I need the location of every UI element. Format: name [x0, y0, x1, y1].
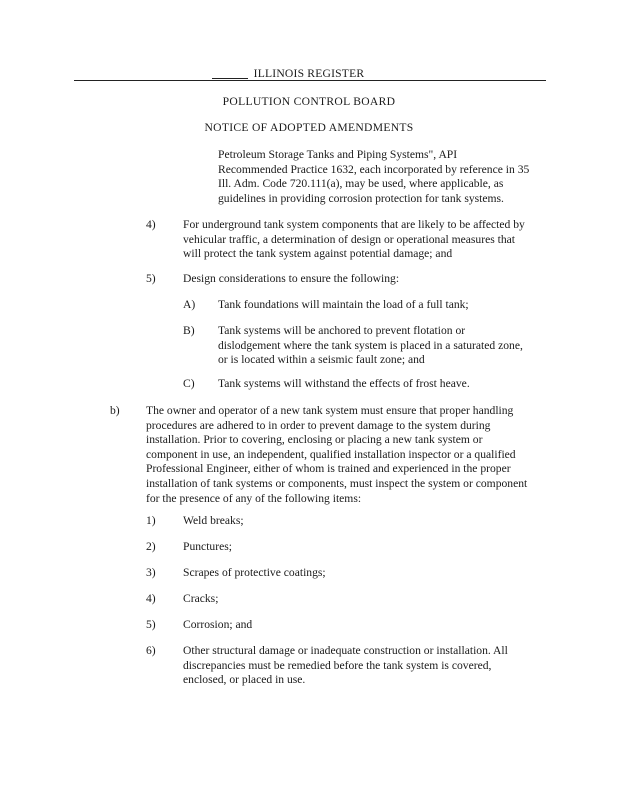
- intro-paragraph: [218, 148, 529, 206]
- item-4-line: For underground tank system components that are likely to be affected by: [183, 218, 525, 231]
- section-b-line: installation of tank systems or components, must inspect the system or component: [146, 476, 528, 490]
- item-5-label: 5): [146, 272, 156, 285]
- section-b-line: Professional Engineer, either of whom is trained and experienced in the proper: [146, 462, 511, 476]
- section-b-line: The owner and operator of a new tank system must ensure that proper handling: [146, 404, 514, 417]
- item-4-label: 4): [146, 218, 156, 231]
- intro-line: Recommended Practice 1632, each incorporated by reference in 35: [218, 162, 530, 176]
- sub-c-text: Tank systems will withstand the effects of frost heave.: [218, 377, 470, 390]
- board-title: POLLUTION CONTROL BOARD: [222, 95, 396, 108]
- list-item-6-label: 6): [146, 644, 156, 657]
- sub-a-text: Tank foundations will maintain the load of a full tank;: [218, 298, 469, 311]
- item-6-line: discrepancies must be remedied before the tank system is covered,: [183, 658, 492, 672]
- list-item-4-label: 4): [146, 592, 156, 605]
- section-b-line: component in use, an independent, qualified installation inspector or a qualified: [146, 447, 516, 461]
- sub-a-label: A): [183, 298, 196, 311]
- header-tick-rule: [212, 78, 248, 79]
- list-item-3-text: Scrapes of protective coatings;: [183, 566, 326, 579]
- sub-b-text: [218, 324, 523, 368]
- section-b-line: for the presence of any of the following items:: [146, 491, 362, 505]
- item-5-text: Design considerations to ensure the following:: [183, 272, 400, 285]
- intro-line: Petroleum Storage Tanks and Piping Systems", API: [218, 148, 458, 161]
- item-4-line: will protect the tank system against potential damage; and: [183, 247, 453, 261]
- sub-b-line: or is located within a seismic fault zone; and: [218, 353, 425, 367]
- item-6-line: Other structural damage or inadequate construction or installation. All: [183, 644, 508, 657]
- intro-line: Ill. Adm. Code 720.111(a), may be used, where applicable, as: [218, 177, 504, 191]
- item-4-line: vehicular traffic, a determination of design or operational measures that: [183, 232, 516, 246]
- sub-b-label: B): [183, 324, 195, 337]
- list-item-1-label: 1): [146, 514, 156, 527]
- section-b-label: b): [110, 404, 120, 417]
- register-title: ILLINOIS REGISTER: [253, 67, 365, 80]
- list-item-5-text: Corrosion; and: [183, 618, 253, 631]
- list-item-3-label: 3): [146, 566, 156, 579]
- list-item-2-label: 2): [146, 540, 156, 553]
- item-6-line: enclosed, or placed in use.: [183, 673, 306, 687]
- sub-c-label: C): [183, 377, 195, 390]
- list-item-2-text: Punctures;: [183, 540, 232, 553]
- list-item-4-text: Cracks;: [183, 592, 219, 605]
- notice-title: NOTICE OF ADOPTED AMENDMENTS: [204, 121, 414, 134]
- list-item-1-text: Weld breaks;: [183, 514, 244, 527]
- header-rule: [74, 80, 546, 81]
- sub-b-line: dislodgement where the tank system is placed in a saturated zone,: [218, 338, 523, 352]
- section-b-text: [146, 404, 527, 506]
- list-item-5-label: 5): [146, 618, 156, 631]
- section-b-line: procedures are adhered to in order to prevent damage to the system during: [146, 418, 491, 432]
- intro-line: guidelines in providing corrosion protection for tank systems.: [218, 191, 504, 205]
- sub-b-line: Tank systems will be anchored to prevent flotation or: [218, 324, 466, 337]
- item-4-text: [183, 218, 525, 262]
- list-item-6-text: [183, 644, 508, 688]
- section-b-line: installation. Prior to covering, enclosing or placing a new tank system or: [146, 433, 483, 447]
